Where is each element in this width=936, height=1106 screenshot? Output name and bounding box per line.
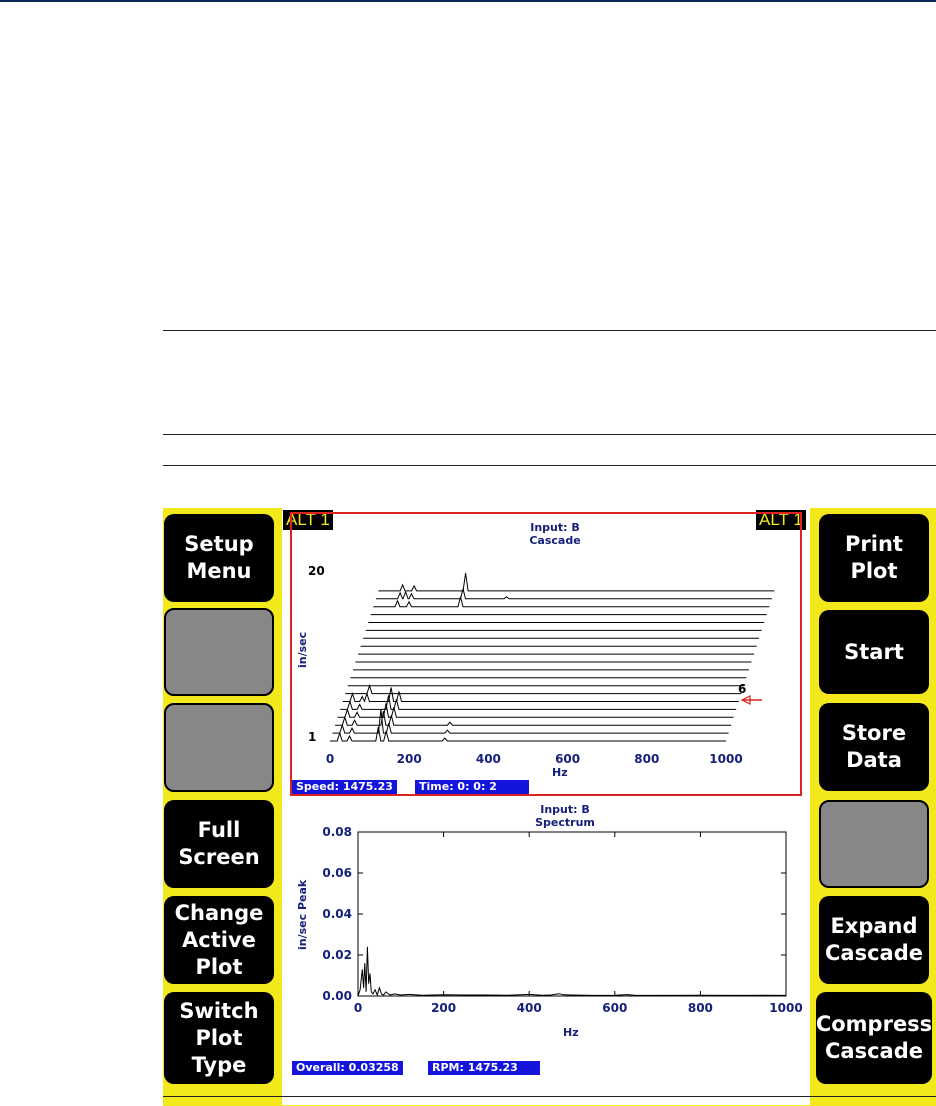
- cascade-trace-2: [333, 709, 729, 733]
- cascade-x-label: Hz: [552, 766, 568, 779]
- spectrum-y-tick-label: 0.00: [322, 989, 352, 1003]
- cascade-y-label: in/sec: [296, 631, 309, 668]
- change-active-plot-button[interactable]: Change Active Plot: [164, 896, 274, 984]
- spectrum-title-type: Spectrum: [535, 816, 595, 829]
- cascade-trace-19: [376, 589, 772, 599]
- cascade-x-tick-label: 0: [325, 752, 335, 766]
- print-plot-button[interactable]: Print Plot: [819, 514, 929, 602]
- cascade-first-trace-label: 1: [308, 730, 317, 744]
- alt-badge-right: ALT 1: [756, 510, 806, 530]
- setup-menu-button[interactable]: Setup Menu: [164, 514, 274, 602]
- cascade-last-trace-label: 20: [308, 564, 325, 578]
- spectrum-plot[interactable]: [284, 820, 808, 1076]
- spectrum-y-tick-label: 0.06: [322, 866, 352, 880]
- divider: [163, 434, 936, 435]
- spectrum-x-tick-label: 0: [353, 1001, 363, 1015]
- spectrum-x-tick-label: 400: [516, 1001, 542, 1015]
- switch-plot-type-button[interactable]: Switch Plot Type: [164, 992, 274, 1084]
- spectrum-x-tick-label: 1000: [769, 1001, 803, 1015]
- cascade-x-tick-label: 800: [634, 752, 660, 766]
- spectrum-x-tick-label: 800: [687, 1001, 713, 1015]
- start-button[interactable]: Start: [819, 610, 929, 694]
- spectrum-y-tick-label: 0.02: [322, 948, 352, 962]
- cascade-time-status: Time: 0: 0: 2: [415, 780, 529, 794]
- divider: [163, 330, 936, 331]
- spectrum-title-input: Input: B: [540, 803, 590, 816]
- cascade-title-input: Input: B: [530, 521, 580, 534]
- cascade-trace-1: [330, 727, 726, 741]
- expand-cascade-button[interactable]: Expand Cascade: [819, 896, 929, 984]
- cascade-trace-5: [340, 695, 736, 709]
- spectrum-x-tick-label: 200: [431, 1001, 457, 1015]
- spectrum-y-tick-label: 0.08: [322, 825, 352, 839]
- full-screen-button[interactable]: Full Screen: [164, 800, 274, 888]
- cascade-trace-3: [335, 711, 731, 725]
- cascade-x-ticks: [326, 752, 743, 766]
- blank-softkey[interactable]: [164, 703, 274, 792]
- cascade-title-type: Cascade: [529, 534, 581, 547]
- blank-softkey[interactable]: [164, 608, 274, 696]
- spectrum-rpm-status: RPM: 1475.23: [428, 1061, 540, 1075]
- cascade-trace-4: [338, 703, 734, 717]
- cascade-x-tick-label: 600: [555, 752, 581, 766]
- alt-badge-left: ALT 1: [283, 510, 333, 530]
- spectrum-y-tick-label: 0.04: [322, 907, 352, 921]
- blank-softkey[interactable]: [819, 800, 929, 888]
- spectrum-series-line: [358, 947, 786, 996]
- cascade-x-tick-label: 200: [396, 752, 422, 766]
- spectrum-overall-status: Overall: 0.03258: [292, 1061, 403, 1075]
- spectrum-y-label: in/sec Peak: [296, 879, 309, 950]
- divider: [163, 465, 936, 466]
- cascade-trace-6: [343, 688, 739, 702]
- cascade-trace-20: [378, 573, 774, 591]
- cascade-x-tick-label: 1000: [709, 752, 743, 766]
- spectrum-x-tick-label: 600: [602, 1001, 628, 1015]
- cascade-plot[interactable]: [290, 512, 802, 796]
- cascade-trace-18: [373, 597, 769, 607]
- cascade-x-tick-label: 400: [475, 752, 501, 766]
- bottom-rule: [163, 1096, 936, 1097]
- cascade-traces: [330, 573, 774, 741]
- cascade-cursor-trace-label: 6: [738, 682, 747, 696]
- spectrum-plot-area: [358, 832, 786, 996]
- cascade-speed-status: Speed: 1475.23: [292, 780, 397, 794]
- spectrum-x-label: Hz: [563, 1026, 579, 1039]
- store-data-button[interactable]: Store Data: [819, 703, 929, 791]
- cascade-trace-7: [345, 686, 741, 694]
- cascade-cursor-arrow-icon: [742, 696, 762, 704]
- page-top-rule: [0, 0, 936, 2]
- spectrum-ticks: [322, 825, 802, 1015]
- compress-cascade-button[interactable]: Compress Cascade: [816, 992, 932, 1084]
